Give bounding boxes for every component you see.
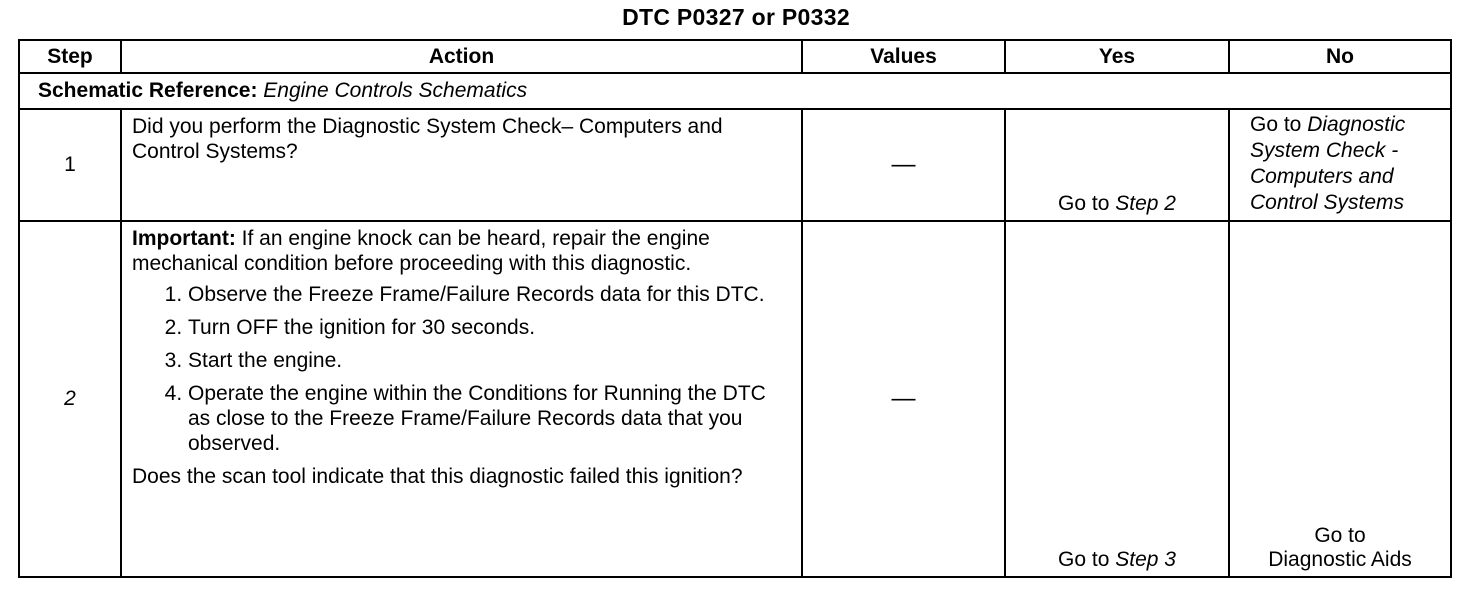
yes-step-link[interactable]: Step 3: [1115, 548, 1176, 571]
values-cell: —: [802, 109, 1005, 221]
header-yes: Yes: [1005, 40, 1229, 73]
list-item: 4. Operate the engine within the Conditions for Running the DTC as close to the Freeze Frame/Failure Records data that you observed.: [188, 381, 793, 456]
schematic-reference-value: Engine Controls Schematics: [263, 79, 528, 102]
header-step: Step: [19, 40, 121, 73]
action-text: Did you perform the Diagnostic System Check– Computers and Control Systems?: [121, 109, 802, 221]
no-prefix: Go to: [1250, 113, 1302, 136]
substep-list: [132, 282, 793, 456]
schematic-reference: [19, 73, 1451, 109]
table-row: [19, 221, 1451, 577]
schematic-reference-label: Schematic Reference:: [38, 79, 258, 102]
list-item: 2. Turn OFF the ignition for 30 seconds.: [188, 315, 793, 340]
table-row: [19, 109, 1451, 221]
page-title: DTC P0327 or P0332: [622, 4, 850, 30]
header-row: [19, 40, 1451, 73]
yes-cell: [1005, 109, 1229, 221]
important-text: If an engine knock can be heard, repair the engine mechanical condition before proceeding with this diagnostic.: [132, 227, 710, 275]
header-action: Action: [121, 40, 802, 73]
step-number: 1: [19, 109, 121, 221]
diagnostic-table: [18, 39, 1452, 578]
yes-prefix: Go to: [1058, 192, 1110, 215]
no-reference-link[interactable]: Diagnostic System Check - Computers and Control Systems: [1250, 113, 1406, 214]
schematic-reference-row: [19, 73, 1451, 109]
no-reference-link[interactable]: Diagnostic Aids: [1268, 548, 1412, 571]
question-text: Does the scan tool indicate that this diagnostic failed this ignition?: [132, 465, 743, 488]
list-item: 1. Observe the Freeze Frame/Failure Records data for this DTC.: [188, 282, 793, 307]
header-no: No: [1229, 40, 1451, 73]
important-label: Important:: [132, 227, 236, 250]
action-cell: [121, 221, 802, 577]
yes-prefix: Go to: [1058, 548, 1110, 571]
yes-cell: [1005, 221, 1229, 577]
header-values: Values: [802, 40, 1005, 73]
yes-step-link[interactable]: Step 2: [1115, 192, 1176, 215]
list-item: 3. Start the engine.: [188, 348, 793, 373]
important-note: [132, 226, 793, 276]
no-prefix: Go to: [1314, 524, 1366, 547]
no-cell: [1229, 109, 1451, 221]
values-cell: —: [802, 221, 1005, 577]
no-cell: [1229, 221, 1451, 577]
step-number: 2: [19, 221, 121, 577]
